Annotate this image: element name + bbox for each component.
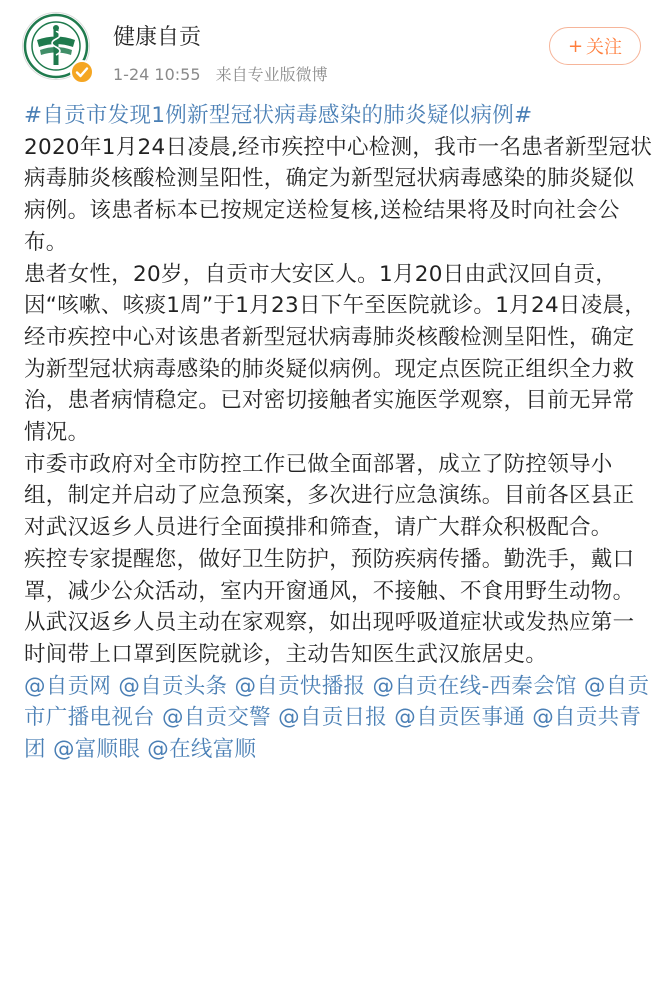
mention-link[interactable]: @富顺眼	[52, 737, 141, 763]
post-paragraph-4: 疾控专家提醒您，做好卫生防护，预防疾病传播。勤洗手，戴口罩，减少公众活动，室内开窗通风，不接触、不食用野生动物。从武汉返乡人员主动在家观察，如出现呼吸道症状或发热应第一时间带上口罩到医院就诊，主动告知医生武汉旅居史。	[24, 546, 635, 667]
mention-link[interactable]: @自贡头条	[118, 673, 228, 699]
follow-label: 关注	[586, 37, 623, 58]
account-name[interactable]: 健康自贡	[113, 25, 202, 50]
mention-link[interactable]: @自贡共青团	[24, 705, 642, 763]
post-time: 1-24 10:55	[113, 65, 201, 84]
topic-hashtag[interactable]: #自贡市发现1例新型冠状病毒感染的肺炎疑似病例#	[24, 103, 533, 128]
plus-icon: +	[567, 35, 584, 57]
mention-link[interactable]: @在线富顺	[147, 737, 257, 763]
mentions-list	[24, 671, 656, 766]
post-paragraph-1: 2020年1月24日凌晨,经市疾控中心检测，我市一名患者新型冠状病毒肺炎核酸检测呈阳性，确定为新型冠状病毒感染的肺炎疑似病例。该患者标本已按规定送检复核,送检结果将及时向社会公布。	[24, 134, 653, 255]
mention-link[interactable]: @自贡市广播电视台	[24, 673, 650, 731]
mention-link[interactable]: @自贡快播报	[234, 673, 366, 699]
mention-link[interactable]: @自贡医事通	[394, 705, 526, 731]
post-source: 来自专业版微博	[215, 65, 328, 84]
mention-link[interactable]: @自贡在线-西秦会馆	[372, 673, 577, 699]
mention-link[interactable]: @自贡交警	[161, 705, 271, 731]
mention-link[interactable]: @自贡网	[24, 673, 112, 699]
mention-link[interactable]: @自贡日报	[278, 705, 388, 731]
post-meta	[113, 62, 328, 85]
follow-button[interactable]	[549, 27, 641, 65]
post-body	[24, 100, 656, 766]
post-header	[0, 0, 668, 100]
post-paragraph-3: 市委市政府对全市防控工作已做全面部署，成立了防控领导小组，制定并启动了应急预案，多次进行应急演练。目前各区县正对武汉返乡人员进行全面摸排和筛查，请广大群众积极配合。	[24, 451, 635, 541]
verified-badge-icon	[70, 60, 94, 84]
post-paragraph-2: 患者女性，20岁，自贡市大安区人。1月20日由武汉回自贡，因“咳嗽、咳痰1周”于1月23日下午至医院就诊。1月24日凌晨，经市疾控中心对该患者新型冠状病毒肺炎核酸检测呈阳性，确定为新型冠状病毒感染的肺炎疑似病例。现定点医院正组织全力救治，患者病情稳定。已对密切接触者实施医学观察，目前无异常情况。	[24, 261, 647, 446]
